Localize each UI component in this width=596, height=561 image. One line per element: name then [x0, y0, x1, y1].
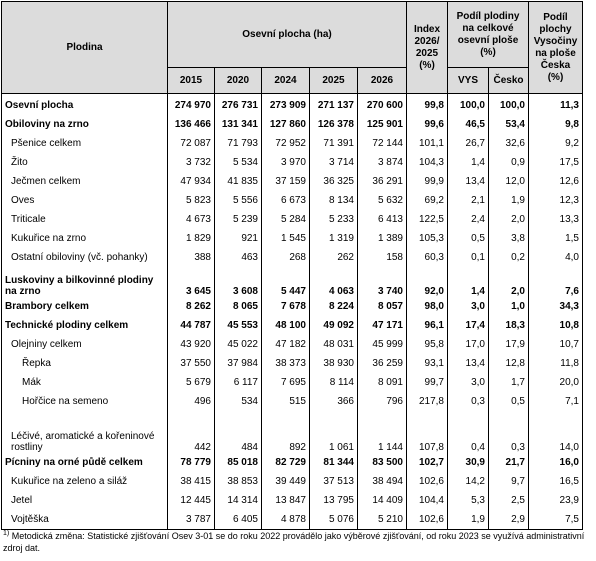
cell-v2020: 534	[215, 392, 262, 411]
cell-podil: 20,0	[529, 373, 583, 392]
cell-podil: 17,5	[529, 153, 583, 172]
cell-v2020: 484	[215, 411, 262, 453]
cell-v2025: 48 031	[310, 335, 358, 354]
cell-v2020: 6 405	[215, 510, 262, 530]
cell-v2020: 14 314	[215, 491, 262, 510]
row-label-text: Vojtěška	[11, 514, 49, 525]
cell-cesko: 12,0	[489, 172, 529, 191]
cell-podil: 13,3	[529, 210, 583, 229]
cell-v2024: 892	[262, 411, 310, 453]
cell-v2026: 5 210	[358, 510, 407, 530]
cell-cesko: 100,0	[489, 94, 529, 116]
cell-podil: 16,0	[529, 453, 583, 472]
row-label-text: Pšenice celkem	[11, 138, 82, 149]
cell-v2015: 3 787	[168, 510, 215, 530]
cell-v2015: 5 679	[168, 373, 215, 392]
cell-v2015: 1 829	[168, 229, 215, 248]
cell-v2020: 41 835	[215, 172, 262, 191]
cell-v2020: 37 984	[215, 354, 262, 373]
cell-podil: 12,6	[529, 172, 583, 191]
cell-v2024: 3 970	[262, 153, 310, 172]
cell-cesko: 21,7	[489, 453, 529, 472]
cell-v2026: 14 409	[358, 491, 407, 510]
cell-index: 102,6	[407, 510, 448, 530]
header-year: 2025	[310, 68, 358, 94]
cell-v2025: 126 378	[310, 115, 358, 134]
row-label	[2, 510, 168, 530]
cell-v2026: 3 740	[358, 267, 407, 297]
cell-vys: 2,1	[448, 191, 489, 210]
cell-vys: 14,2	[448, 472, 489, 491]
row-label-text: Řepka	[22, 358, 51, 369]
cell-v2020: 276 731	[215, 94, 262, 116]
cell-cesko: 2,0	[489, 210, 529, 229]
row-label-text: Triticale	[11, 214, 46, 225]
row-label	[2, 267, 168, 297]
cell-cesko: 2,5	[489, 491, 529, 510]
cell-v2015: 12 445	[168, 491, 215, 510]
cell-vys: 1,9	[448, 510, 489, 530]
cell-cesko: 53,4	[489, 115, 529, 134]
cell-index: 104,3	[407, 153, 448, 172]
cell-v2026: 36 291	[358, 172, 407, 191]
cell-cesko: 3,8	[489, 229, 529, 248]
cell-vys: 13,4	[448, 354, 489, 373]
cell-v2025: 49 092	[310, 316, 358, 335]
cell-v2020: 5 534	[215, 153, 262, 172]
table-row	[2, 472, 583, 491]
cell-v2015: 72 087	[168, 134, 215, 153]
cell-index: 104,4	[407, 491, 448, 510]
cell-v2020: 6 117	[215, 373, 262, 392]
cell-cesko: 0,3	[489, 411, 529, 453]
header-year: 2026	[358, 68, 407, 94]
cell-v2024: 39 449	[262, 472, 310, 491]
cell-cesko: 18,3	[489, 316, 529, 335]
cell-v2024: 72 952	[262, 134, 310, 153]
cell-v2026: 270 600	[358, 94, 407, 116]
footnote	[3, 528, 593, 554]
cell-v2025: 3 714	[310, 153, 358, 172]
cell-v2025: 1 061	[310, 411, 358, 453]
cell-v2025: 37 513	[310, 472, 358, 491]
table-row	[2, 354, 583, 373]
cell-v2015: 5 823	[168, 191, 215, 210]
table-row	[2, 491, 583, 510]
cell-index: 105,3	[407, 229, 448, 248]
cell-v2024: 268	[262, 248, 310, 267]
table-row	[2, 115, 583, 134]
cell-v2020: 3 608	[215, 267, 262, 297]
cell-v2026: 36 259	[358, 354, 407, 373]
row-label-text: Ostatní obiloviny (vč. pohanky)	[11, 252, 148, 263]
crop-table	[1, 1, 583, 530]
table-row	[2, 210, 583, 229]
cell-v2020: 45 022	[215, 335, 262, 354]
cell-index: 69,2	[407, 191, 448, 210]
cell-v2015: 43 920	[168, 335, 215, 354]
row-label	[2, 472, 168, 491]
header-cesko: Česko	[489, 68, 529, 94]
header-index: Index 2026/ 2025 (%)	[407, 2, 448, 94]
cell-v2025: 81 344	[310, 453, 358, 472]
row-label-text: Pícniny na orné půdě celkem	[5, 457, 143, 468]
row-label	[2, 354, 168, 373]
cell-v2025: 8 224	[310, 297, 358, 316]
row-label-text: Osevní plocha	[5, 100, 74, 111]
cell-v2020: 5 239	[215, 210, 262, 229]
cell-cesko: 17,9	[489, 335, 529, 354]
row-label-text: Olejniny celkem	[11, 339, 82, 350]
footnote-text: Metodická změna: Statistické zjišťování Osev 3-01 se do roku 2022 provádělo jako výběrové zjišťování, od roku 2023 se využívá administrativní zdroj dat.	[3, 531, 585, 553]
cell-v2015: 78 779	[168, 453, 215, 472]
row-label-text: Kukuřice na zrno	[11, 233, 87, 244]
cell-podil: 7,6	[529, 267, 583, 297]
cell-v2025: 8 114	[310, 373, 358, 392]
footnote-mark: 1)	[3, 530, 10, 537]
cell-v2024: 1 545	[262, 229, 310, 248]
header-podil-plochy: Podíl plochy Vysočiny na ploše Česka (%)	[529, 2, 583, 94]
row-label	[2, 411, 168, 453]
cell-vys: 46,5	[448, 115, 489, 134]
cell-vys: 0,4	[448, 411, 489, 453]
table-row	[2, 248, 583, 267]
cell-vys: 0,5	[448, 229, 489, 248]
cell-podil: 1,5	[529, 229, 583, 248]
table-row	[2, 316, 583, 335]
cell-v2026: 45 999	[358, 335, 407, 354]
table-row	[2, 229, 583, 248]
cell-index: 99,9	[407, 172, 448, 191]
row-label-text: Kukuřice na zeleno a siláž	[11, 476, 128, 487]
cell-vys: 17,4	[448, 316, 489, 335]
cell-v2026: 125 901	[358, 115, 407, 134]
table-row	[2, 153, 583, 172]
cell-cesko: 0,2	[489, 248, 529, 267]
cell-v2015: 496	[168, 392, 215, 411]
cell-v2025: 366	[310, 392, 358, 411]
cell-podil: 10,8	[529, 316, 583, 335]
cell-v2015: 136 466	[168, 115, 215, 134]
cell-vys: 3,0	[448, 373, 489, 392]
row-label-text: Hořčice na semeno	[22, 396, 109, 407]
row-label	[2, 453, 168, 472]
cell-index: 99,7	[407, 373, 448, 392]
table-row	[2, 392, 583, 411]
header-osevni-plocha: Osevní plocha (ha)	[168, 2, 407, 68]
cell-podil: 34,3	[529, 297, 583, 316]
row-label	[2, 115, 168, 134]
cell-index: 217,8	[407, 392, 448, 411]
cell-podil: 11,8	[529, 354, 583, 373]
cell-index: 96,1	[407, 316, 448, 335]
cell-podil: 14,0	[529, 411, 583, 453]
row-label-text: Luskoviny a bilkovinné plodiny na zrno	[5, 275, 154, 297]
cell-v2026: 6 413	[358, 210, 407, 229]
cell-index: 99,6	[407, 115, 448, 134]
row-label	[2, 316, 168, 335]
cell-v2024: 6 673	[262, 191, 310, 210]
cell-v2026: 5 632	[358, 191, 407, 210]
row-label	[2, 210, 168, 229]
cell-podil: 16,5	[529, 472, 583, 491]
table-row	[2, 453, 583, 472]
cell-index: 101,1	[407, 134, 448, 153]
header-year: 2024	[262, 68, 310, 94]
cell-vys: 17,0	[448, 335, 489, 354]
cell-vys: 13,4	[448, 172, 489, 191]
cell-v2020: 45 553	[215, 316, 262, 335]
cell-index: 122,5	[407, 210, 448, 229]
table-row	[2, 335, 583, 354]
row-label	[2, 297, 168, 316]
cell-cesko: 1,7	[489, 373, 529, 392]
row-label	[2, 172, 168, 191]
cell-v2026: 158	[358, 248, 407, 267]
row-label	[2, 191, 168, 210]
cell-v2015: 3 732	[168, 153, 215, 172]
row-label-text: Ječmen celkem	[11, 176, 81, 187]
cell-v2025: 5 233	[310, 210, 358, 229]
cell-podil: 7,5	[529, 510, 583, 530]
cell-podil: 9,2	[529, 134, 583, 153]
table-row	[2, 297, 583, 316]
row-label-text: Žito	[11, 157, 28, 168]
cell-v2024: 37 159	[262, 172, 310, 191]
cell-v2020: 921	[215, 229, 262, 248]
cell-v2020: 131 341	[215, 115, 262, 134]
table-row	[2, 510, 583, 530]
cell-v2024: 5 447	[262, 267, 310, 297]
cell-v2026: 8 057	[358, 297, 407, 316]
cell-v2024: 4 878	[262, 510, 310, 530]
cell-v2026: 3 874	[358, 153, 407, 172]
row-label	[2, 373, 168, 392]
cell-cesko: 2,9	[489, 510, 529, 530]
row-label	[2, 335, 168, 354]
cell-v2025: 38 930	[310, 354, 358, 373]
cell-v2015: 38 415	[168, 472, 215, 491]
cell-v2026: 8 091	[358, 373, 407, 392]
header-podil-plodiny: Podíl plodiny na celkové osevní ploše (%)	[448, 2, 529, 68]
cell-v2026: 1 389	[358, 229, 407, 248]
header-vys: VYS	[448, 68, 489, 94]
cell-cesko: 0,9	[489, 153, 529, 172]
cell-v2015: 388	[168, 248, 215, 267]
cell-cesko: 1,0	[489, 297, 529, 316]
cell-vys: 1,4	[448, 267, 489, 297]
cell-vys: 100,0	[448, 94, 489, 116]
cell-vys: 3,0	[448, 297, 489, 316]
cell-podil: 9,8	[529, 115, 583, 134]
cell-vys: 0,1	[448, 248, 489, 267]
header-year: 2020	[215, 68, 262, 94]
cell-index: 92,0	[407, 267, 448, 297]
cell-v2015: 442	[168, 411, 215, 453]
cell-v2024: 13 847	[262, 491, 310, 510]
row-label-text: Léčivé, aromatické a kořeninové rostliny	[11, 431, 155, 453]
cell-v2025: 271 137	[310, 94, 358, 116]
cell-v2020: 5 556	[215, 191, 262, 210]
cell-v2025: 71 391	[310, 134, 358, 153]
row-label-text: Oves	[11, 195, 35, 206]
cell-index: 99,8	[407, 94, 448, 116]
cell-v2015: 3 645	[168, 267, 215, 297]
cell-podil: 23,9	[529, 491, 583, 510]
cell-v2025: 5 076	[310, 510, 358, 530]
header-plodina: Plodina	[2, 2, 168, 94]
table-row	[2, 134, 583, 153]
header-year: 2015	[168, 68, 215, 94]
cell-vys: 5,3	[448, 491, 489, 510]
cell-vys: 26,7	[448, 134, 489, 153]
cell-index: 95,8	[407, 335, 448, 354]
cell-index: 93,1	[407, 354, 448, 373]
cell-cesko: 2,0	[489, 267, 529, 297]
table-row	[2, 411, 583, 453]
table-row	[2, 94, 583, 116]
cell-v2026: 1 144	[358, 411, 407, 453]
cell-cesko: 1,9	[489, 191, 529, 210]
cell-v2020: 463	[215, 248, 262, 267]
row-label-text: Brambory celkem	[5, 301, 89, 312]
table-row	[2, 172, 583, 191]
cell-v2025: 36 325	[310, 172, 358, 191]
cell-v2020: 85 018	[215, 453, 262, 472]
table-row	[2, 373, 583, 392]
cell-vys: 1,4	[448, 153, 489, 172]
cell-v2024: 5 284	[262, 210, 310, 229]
cell-v2024: 82 729	[262, 453, 310, 472]
cell-v2015: 8 262	[168, 297, 215, 316]
cell-v2024: 515	[262, 392, 310, 411]
cell-cesko: 32,6	[489, 134, 529, 153]
cell-v2025: 4 063	[310, 267, 358, 297]
cell-v2024: 7 678	[262, 297, 310, 316]
cell-vys: 0,3	[448, 392, 489, 411]
cell-v2025: 262	[310, 248, 358, 267]
cell-v2020: 71 793	[215, 134, 262, 153]
row-label-text: Jetel	[11, 495, 33, 506]
cell-v2015: 4 673	[168, 210, 215, 229]
cell-v2025: 13 795	[310, 491, 358, 510]
row-label	[2, 248, 168, 267]
cell-v2024: 38 373	[262, 354, 310, 373]
cell-v2015: 274 970	[168, 94, 215, 116]
cell-v2026: 38 494	[358, 472, 407, 491]
row-label-text: Mák	[22, 377, 41, 388]
row-label	[2, 491, 168, 510]
cell-index: 98,0	[407, 297, 448, 316]
row-label	[2, 94, 168, 116]
table-row	[2, 191, 583, 210]
cell-podil: 4,0	[529, 248, 583, 267]
row-label	[2, 134, 168, 153]
cell-v2026: 83 500	[358, 453, 407, 472]
cell-vys: 2,4	[448, 210, 489, 229]
cell-podil: 12,3	[529, 191, 583, 210]
cell-cesko: 12,8	[489, 354, 529, 373]
cell-v2024: 127 860	[262, 115, 310, 134]
row-label	[2, 392, 168, 411]
cell-index: 60,3	[407, 248, 448, 267]
cell-v2015: 44 787	[168, 316, 215, 335]
cell-v2025: 1 319	[310, 229, 358, 248]
cell-v2026: 72 144	[358, 134, 407, 153]
cell-cesko: 9,7	[489, 472, 529, 491]
cell-podil: 10,7	[529, 335, 583, 354]
cell-v2025: 8 134	[310, 191, 358, 210]
table-row	[2, 267, 583, 297]
row-label-text: Obiloviny na zrno	[5, 119, 89, 130]
cell-v2024: 48 100	[262, 316, 310, 335]
row-label	[2, 229, 168, 248]
table-body	[2, 94, 583, 530]
cell-v2024: 7 695	[262, 373, 310, 392]
cell-index: 107,8	[407, 411, 448, 453]
cell-cesko: 0,5	[489, 392, 529, 411]
cell-v2015: 37 550	[168, 354, 215, 373]
cell-v2024: 273 909	[262, 94, 310, 116]
cell-index: 102,6	[407, 472, 448, 491]
cell-v2015: 47 934	[168, 172, 215, 191]
cell-v2020: 38 853	[215, 472, 262, 491]
row-label-text: Technické plodiny celkem	[5, 320, 129, 331]
cell-podil: 11,3	[529, 94, 583, 116]
row-label	[2, 153, 168, 172]
cell-v2026: 796	[358, 392, 407, 411]
cell-v2026: 47 171	[358, 316, 407, 335]
cell-podil: 7,1	[529, 392, 583, 411]
cell-v2020: 8 065	[215, 297, 262, 316]
cell-index: 102,7	[407, 453, 448, 472]
cell-v2024: 47 182	[262, 335, 310, 354]
cell-vys: 30,9	[448, 453, 489, 472]
